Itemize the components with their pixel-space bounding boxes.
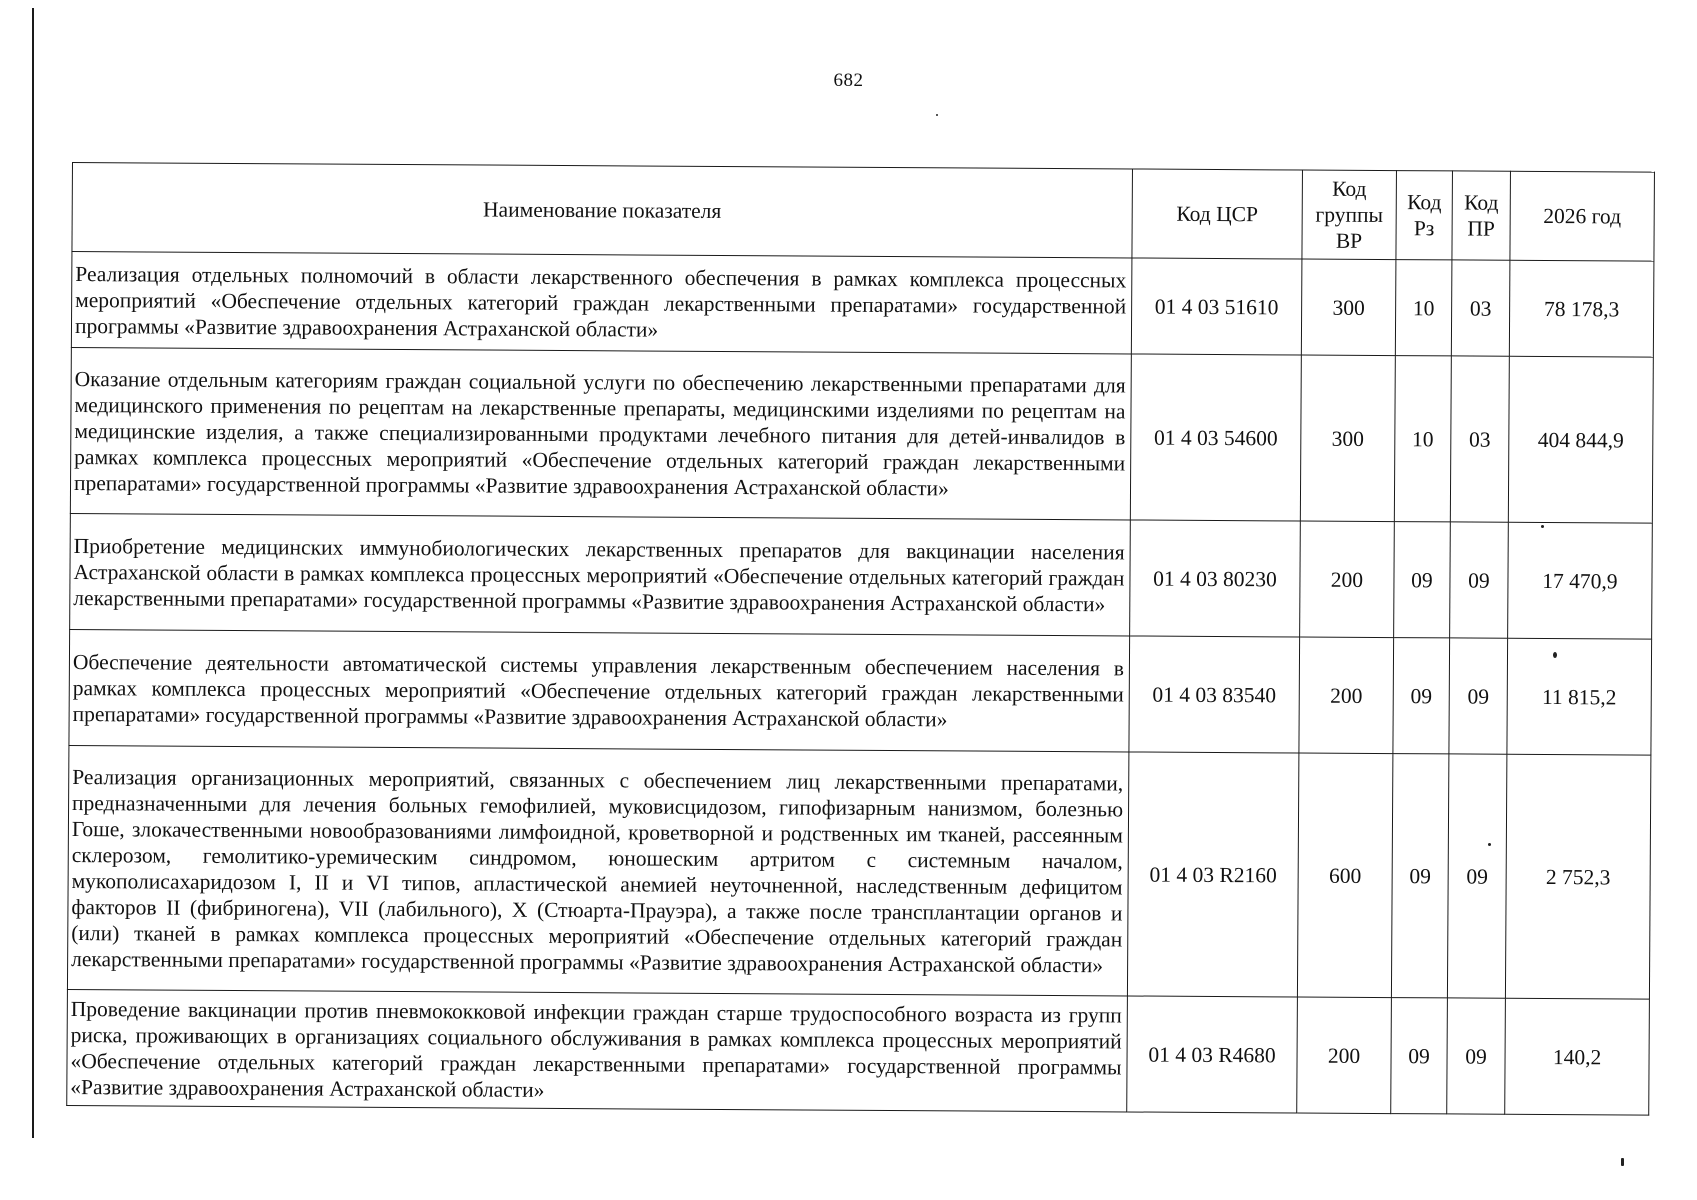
- table-header-row: [72, 163, 1655, 262]
- row-vr-code: 200: [1300, 521, 1395, 638]
- table-row: [67, 745, 1650, 999]
- row-rz-code: 09: [1393, 638, 1450, 754]
- row-csr-code: 01 4 03 51610: [1131, 258, 1302, 355]
- row-name: Обеспечение деятельности автоматической системы управления лекарственным обеспечением населения в рамках комплекса процессных мероприятий «Обеспечение отдельных категорий граждан лекарственными препаратами» государственной программы «Развитие здравоохранения Астраханской области»: [69, 629, 1130, 751]
- row-name: Приобретение медицинских иммунобиологических лекарственных препаратов для вакцинации населения Астраханской области в рамках комплекса процессных мероприятий «Обеспечение отдельных категорий граждан лекарственными препаратами» государственной программы «Развитие здравоохранения Астраханской области»: [70, 513, 1131, 635]
- row-csr-code: 01 4 03 83540: [1129, 636, 1300, 753]
- scan-speck: [936, 114, 938, 116]
- row-name: Оказание отдельным категориям граждан социальной услуги по обеспечению лекарственными препаратами для медицинского применения по рецептам на лекарственные препараты, медицинскими изделиями по рецептам на медицинские изделия, а также специализированными продуктами лечебного питания для детей-инвалидов в рамках комплекса процессных мероприятий «Обеспечение отдельных категорий граждан лекарственными препаратами» государственной программы «Развитие здравоохранения Астраханской области»: [70, 347, 1131, 519]
- row-csr-code: 01 4 03 80230: [1130, 520, 1301, 637]
- row-csr-code: 01 4 03 54600: [1130, 354, 1301, 521]
- row-name: Реализация отдельных полномочий в области лекарственного обеспечения в рамках комплекса процессных мероприятий «Обеспечение отдельных категорий граждан лекарственными препаратами» государственной программы «Развитие здравоохранения Астраханской области»: [71, 252, 1132, 354]
- row-rz-code: 09: [1391, 754, 1448, 998]
- row-vr-code: 300: [1300, 355, 1395, 522]
- row-csr-code: 01 4 03 R2160: [1127, 752, 1298, 997]
- row-pr-code: 09: [1450, 522, 1509, 638]
- row-name: Реализация организационных мероприятий, связанных с обеспечением лиц лекарственными препаратами, предназначенными для лечения больных гемофилией, муковисцидозом, гипофизарным нанизмом, болезнью Гоше, злокачественными новообразованиями лимфоидной, кроветворной и родственных им тканей, рассеянным склерозом, гемолитико-уремическим синдромом, юношеским артритом с системным началом, мукополисахаридозом I, II и VI типов, апластической анемией неуточненной, наследственным дефицитом факторов II (фибриногена), VII (лабильного), X (Стюарта-Прауэра), а также после трансплантации органов и (или) тканей в рамках комплекса процессных мероприятий «Обеспечение отдельных категорий граждан лекарственными препаратами» государственной программы «Развитие здравоохранения Астраханской области»: [67, 745, 1128, 995]
- row-name: Проведение вакцинации против пневмококковой инфекции граждан старше трудоспособного возраста из групп риска, проживающих в организациях социального обслуживания в рамках комплекса процессных мероприятий «Обеспечение отдельных категорий граждан лекарственными препаратами» государственной программы «Развитие здравоохранения Астраханской области»: [67, 989, 1128, 1111]
- row-pr-code: 09: [1449, 638, 1508, 754]
- budget-table-container: [66, 162, 1654, 1116]
- header-rz-code: Код Рз: [1396, 171, 1453, 260]
- row-vr-code: 200: [1299, 637, 1394, 754]
- row-amount: 404 844,9: [1508, 356, 1653, 523]
- table-row: [71, 252, 1654, 358]
- table-row: [70, 347, 1653, 523]
- row-rz-code: 10: [1394, 356, 1451, 522]
- row-rz-code: 09: [1394, 522, 1451, 638]
- row-vr-code: 300: [1301, 259, 1396, 356]
- row-pr-code: 09: [1447, 754, 1506, 998]
- header-name: Наименование показателя: [72, 163, 1133, 258]
- row-vr-code: 600: [1297, 753, 1392, 998]
- table-row: [67, 989, 1650, 1115]
- row-rz-code: 10: [1395, 260, 1452, 356]
- scan-speck: [1488, 843, 1491, 846]
- row-amount: 140,2: [1505, 998, 1650, 1115]
- row-csr-code: 01 4 03 R4680: [1127, 996, 1298, 1113]
- header-year: 2026 год: [1510, 171, 1655, 261]
- header-pr-code: Код ПР: [1452, 171, 1511, 260]
- scan-speck: [1621, 1158, 1624, 1166]
- row-pr-code: 03: [1451, 260, 1510, 356]
- scan-speck: [1541, 525, 1544, 528]
- row-vr-code: 200: [1297, 997, 1392, 1114]
- row-rz-code: 09: [1391, 998, 1448, 1114]
- budget-table: [66, 162, 1655, 1116]
- table-row: [69, 629, 1652, 755]
- scan-speck: [1553, 652, 1557, 658]
- row-pr-code: 09: [1447, 998, 1506, 1114]
- header-csr-code: Код ЦСР: [1132, 169, 1303, 259]
- binding-edge-line: [32, 8, 34, 1138]
- row-amount: 2 752,3: [1505, 754, 1650, 999]
- header-vr-group-code: Код группы ВР: [1302, 170, 1397, 260]
- row-amount: 11 815,2: [1507, 638, 1652, 755]
- page-number: 682: [833, 70, 864, 91]
- row-pr-code: 03: [1450, 356, 1509, 522]
- table-row: [70, 513, 1653, 639]
- row-amount: 78 178,3: [1509, 260, 1654, 357]
- row-amount: 17 470,9: [1508, 522, 1653, 639]
